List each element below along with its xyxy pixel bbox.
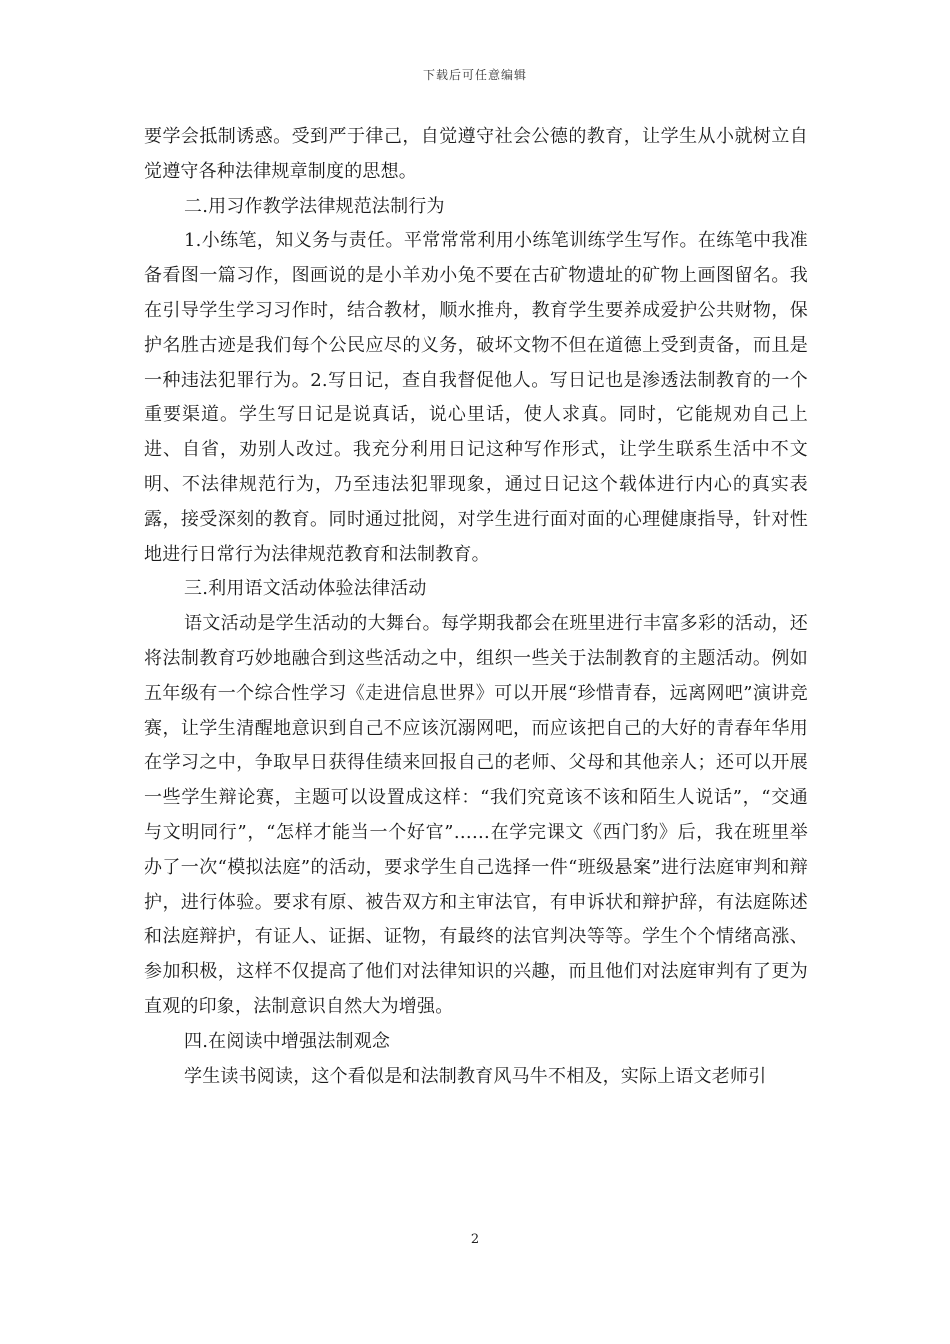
- page-header: 下载后可任意编辑: [422, 68, 527, 82]
- section-heading-4: 四.在阅读中增强法制观念: [184, 1030, 391, 1052]
- section-heading-3: 三.利用语文活动体验法律活动: [184, 578, 427, 600]
- paragraph-writing-practice: 1.小练笔，知义务与责任。平常常常利用小练笔训练学生写作。在练笔中我准备看图一篇习作，图画说的是小羊劝小兔不要在古矿物遗址的矿物上画图留名。我在引导学生学习习作时，结合教材，顺水推舟，教育学生要养成爱护公共财物，保护名胜古迹是我们每个公民应尽的义务，破坏文物不但在道德上受到责备，而且是一种违法犯罪行为。2.写日记，查自我督促他人。写日记也是渗透法制教育的一个重要渠道。学生写日记是说真话，说心里话，使人求真。同时，它能规劝自己上进、自省，劝别人改过。我充分利用日记这种写作形式，让学生联系生活中不文明、不法律规范行为，乃至违法犯罪现象，通过日记这个载体进行内心的真实表露，接受深刻的教育。同时通过批阅，对学生进行面对面的心理健康指导，针对性地进行日常行为法律规范教育和法制教育。: [144, 230, 808, 565]
- section-heading-2: 二.用习作教学法律规范法制行为: [184, 195, 445, 217]
- page-number: 2: [470, 1232, 480, 1247]
- paragraph-chinese-activities: 语文活动是学生活动的大舞台。每学期我都会在班里进行丰富多彩的活动，还将法制教育巧妙地融合到这些活动之中，组织一些关于法制教育的主题活动。例如五年级有一个综合性学习《走进信息世界》可以开展“珍惜青春，远离网吧”演讲竞赛，让学生清醒地意识到自己不应该沉溺网吧，而应该把自己的大好的青春年华用在学习之中，争取早日获得佳绩来回报自己的老师、父母和其他亲人；还可以开展一些学生辩论赛，主题可以设置成这样：“我们究竟该不该和陌生人说话”，“交通与文明同行”，“怎样才能当一个好官”……在学完课文《西门豹》后，我在班里举办了一次“模拟法庭”的活动，要求学生自己选择一件“班级悬案”进行法庭审判和辩护，进行体验。要求有原、被告双方和主审法官，有申诉状和辩护辞，有法庭陈述和法庭辩护，有证人、证据、证物，有最终的法官判决等等。学生个个情绪高涨、参加积极，这样不仅提高了他们对法律知识的兴趣，而且他们对法庭审判有了更为直观的印象，法制意识自然大为增强。: [144, 613, 808, 1017]
- paragraph-reading: 学生读书阅读，这个看似是和法制教育风马牛不相及，实际上语文老师引: [184, 1065, 767, 1087]
- paragraph-continuation: 要学会抵制诱惑。受到严于律己，自觉遵守社会公德的教育，让学生从小就树立自觉遵守各种法律规章制度的思想。: [144, 126, 808, 182]
- document-body: [144, 120, 808, 1094]
